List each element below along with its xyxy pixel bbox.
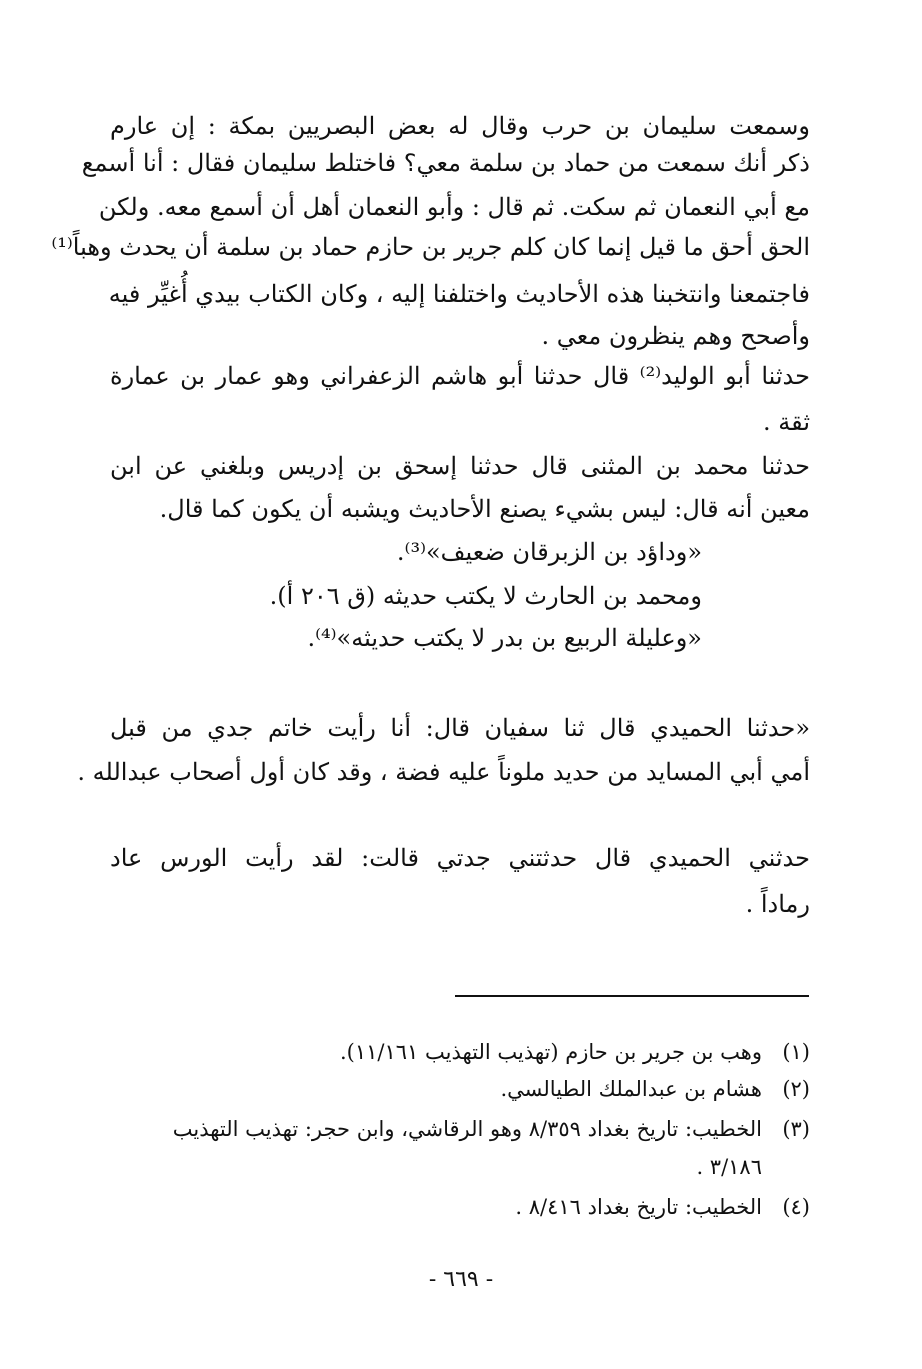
text-line: معين أنه قال: ليس بشيء يصنع الأحاديث ويشبه أن يكون كما قال. [159, 495, 810, 523]
footnote-number: (٣) [782, 1117, 810, 1141]
text-line: حدثني الحميدي قال حدثتني جدتي قالت: لقد رأيت الورس عاد [110, 844, 810, 872]
text-line: «وداؤد بن الزبرقان ضعيف»⁽³⁾. [396, 538, 702, 566]
text-line: وسمعت سليمان بن حرب وقال له بعض البصريين بمكة : إن عارم [110, 112, 810, 140]
page-number: - ٦٦٩ - [428, 1267, 494, 1292]
text-line: «حدثنا الحميدي قال ثنا سفيان قال: أنا رأيت خاتم جدي من قبل [110, 714, 810, 742]
text-line: حدثنا أبو الوليد⁽²⁾ قال حدثنا أبو هاشم الزعفراني وهو عمار بن عمارة [110, 362, 810, 390]
text-line: وأصحح وهم ينظرون معي . [541, 322, 810, 350]
text-line: ذكر أنك سمعت من حماد بن سلمة معي؟ فاختلط سليمان فقال : أنا أسمع [81, 149, 810, 177]
text-line: مع أبي النعمان ثم سكت. ثم قال : وأبو النعمان أهل أن أسمع معه. ولكن [98, 193, 810, 221]
text-line: الحق أحق ما قيل إنما كان كلم جرير بن حازم حماد بن سلمة أن يحدث وهباً⁽¹⁾ [51, 233, 810, 261]
footnote-separator [455, 995, 809, 997]
text-line: رماداً . [745, 890, 810, 918]
footnote [110, 1192, 810, 1222]
text-line: ومحمد بن الحارث لا يكتب حديثه (ق ٢٠٦ أ). [269, 582, 702, 610]
footnote-text: هشام بن عبدالملك الطيالسي. [500, 1077, 762, 1101]
text-line: أمي أبي المسايد من حديد ملوناً عليه فضة ، وقد كان أول أصحاب عبدالله . [77, 758, 810, 786]
footnote-number: (٢) [782, 1077, 810, 1101]
footnote-text: الخطيب: تاريخ بغداد ٨/٣٥٩ وهو الرقاشي، وابن حجر: تهذيب التهذيب [172, 1117, 762, 1141]
text-line: فاجتمعنا وانتخبنا هذه الأحاديث واختلفنا إليه ، وكان الكتاب بيدي أُغيِّر فيه [108, 280, 810, 308]
text-line: ثقة . [763, 408, 810, 436]
text-line: حدثنا محمد بن المثنى قال حدثنا إسحق بن إدريس وبلغني عن ابن [110, 452, 810, 480]
footnote [110, 1074, 810, 1104]
text-line: «وعليلة الربيع بن بدر لا يكتب حديثه»⁽⁴⁾. [307, 624, 702, 652]
footnote [110, 1152, 810, 1182]
footnote-number: (١) [782, 1040, 810, 1064]
footnote-text: الخطيب: تاريخ بغداد ٨/٤١٦ . [515, 1195, 762, 1219]
footnote-number: (٤) [782, 1195, 810, 1219]
footnote-text: ٣/١٨٦ . [696, 1155, 762, 1179]
footnote [110, 1114, 810, 1144]
footnote [110, 1037, 810, 1067]
footnote-text: وهب بن جرير بن حازم (تهذيب التهذيب ١١/١٦١). [339, 1040, 762, 1064]
